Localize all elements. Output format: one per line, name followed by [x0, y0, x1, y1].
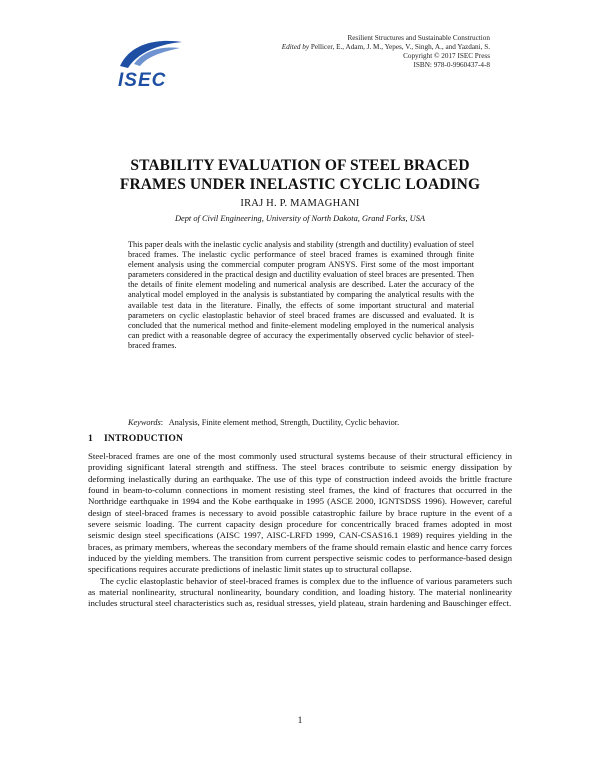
paragraph-1: Steel-braced frames are one of the most commonly used structural systems because of their structural efficiency in providing significant lateral strength and stiffness. The steel braces contribute to seismic energy dissipation by deforming inelastically during an earthquake. The use of this type of construction indeed avoids the brittle fracture found in beam-to-column connections in moment resisting steel frames, the kind of fractures that occurred in the Northridge earthquake in 1994 and the Kobe earthquake in 1995 (ASCE 2000, IGNTSDSS 1996). However, careful design of steel-braced frames is necessary to avoid possible catastrophic failure by brace rupture in the event of a severe seismic loading. The current capacity design procedure for concentrically braced frames adopted in most seismic design steel specifications (AISC 1997, AISC-LRFD 1999, CAN-CSAS16.1 1989) requires yielding in the braces, as primary members, whereas the secondary members of the frame should remain elastic and hence carry forces induced by the yielding members. The transition from current perspective seismic codes to performance-based design specifications requires accurate predictions of inelastic limit states up to structural collapse. — [88, 451, 512, 575]
title-line-2: FRAMES UNDER INELASTIC CYCLIC LOADING — [119, 176, 481, 193]
abstract: This paper deals with the inelastic cyclic analysis and stability (strength and ductility) evaluation of steel braced frames. The inelastic cyclic performance of steel braced frames is examined through finite element analysis using the commercial computer program ANSYS. First some of the most important parameters considered in the practical design and ductility evaluation of steel braces are presented. Then the details of finite element modeling and numerical analysis are described. Later the accuracy of the analytical model employed in the analysis is substantiated by comparing the analytical results with the available test data in the literature. Finally, the effects of some important structural and material parameters on cyclic elastoplastic behavior of steel braced frames are discussed and evaluated. It is concluded that the numerical method and finite-element modeling employed in the numerical analysis can predict with a reasonable degree of accuracy the experimentally observed cyclic behavior of steel-braced frames. — [128, 240, 474, 350]
isbn-line: ISBN: 978-0-9960437-4-8 — [413, 61, 490, 69]
section-title: INTRODUCTION — [104, 433, 184, 444]
section-body — [88, 451, 512, 610]
logo-wordmark: ISEC — [118, 70, 167, 91]
section-number: 1 — [88, 433, 93, 444]
editors-line — [190, 43, 490, 52]
keywords-text: Analysis, Finite element method, Strength, Ductility, Cyclic behavior. — [168, 418, 400, 427]
keywords-line: Keywords: Analysis, Finite element method, Strength, Ductility, Cyclic behavior. — [128, 418, 400, 427]
edited-by-label: Edited by — [281, 43, 310, 51]
section-heading — [88, 433, 183, 444]
copyright-line: Copyright © 2017 ISEC Press — [403, 52, 490, 60]
keywords-label: Keywords — [128, 418, 161, 427]
paragraph-2: The cyclic elastoplastic behavior of steel-braced frames is complex due to the influence of various parameters such as material nonlinearity, structural nonlinearity, boundary condition, and loading history. The material nonlinearity includes structural steel characteristics such as, residual stresses, yield plateau, strain hardening and Bauschinger effect. — [88, 575, 512, 609]
citation-header — [190, 34, 490, 70]
author-name: IRAJ H. P. MAMAGHANI — [240, 198, 360, 209]
paper-title — [60, 156, 540, 194]
page-number: 1 — [297, 716, 303, 726]
proceedings-title: Resilient Structures and Sustainable Construction — [347, 34, 490, 42]
editors-names: Pellicer, E., Adam, J. M., Yepes, V., Singh, A., and Yazdani, S. — [309, 43, 490, 51]
author-affiliation: Dept of Civil Engineering, University of North Dakota, Grand Forks, USA — [174, 214, 426, 223]
title-line-1: STABILITY EVALUATION OF STEEL BRACED — [130, 157, 470, 174]
isec-logo — [116, 36, 186, 91]
